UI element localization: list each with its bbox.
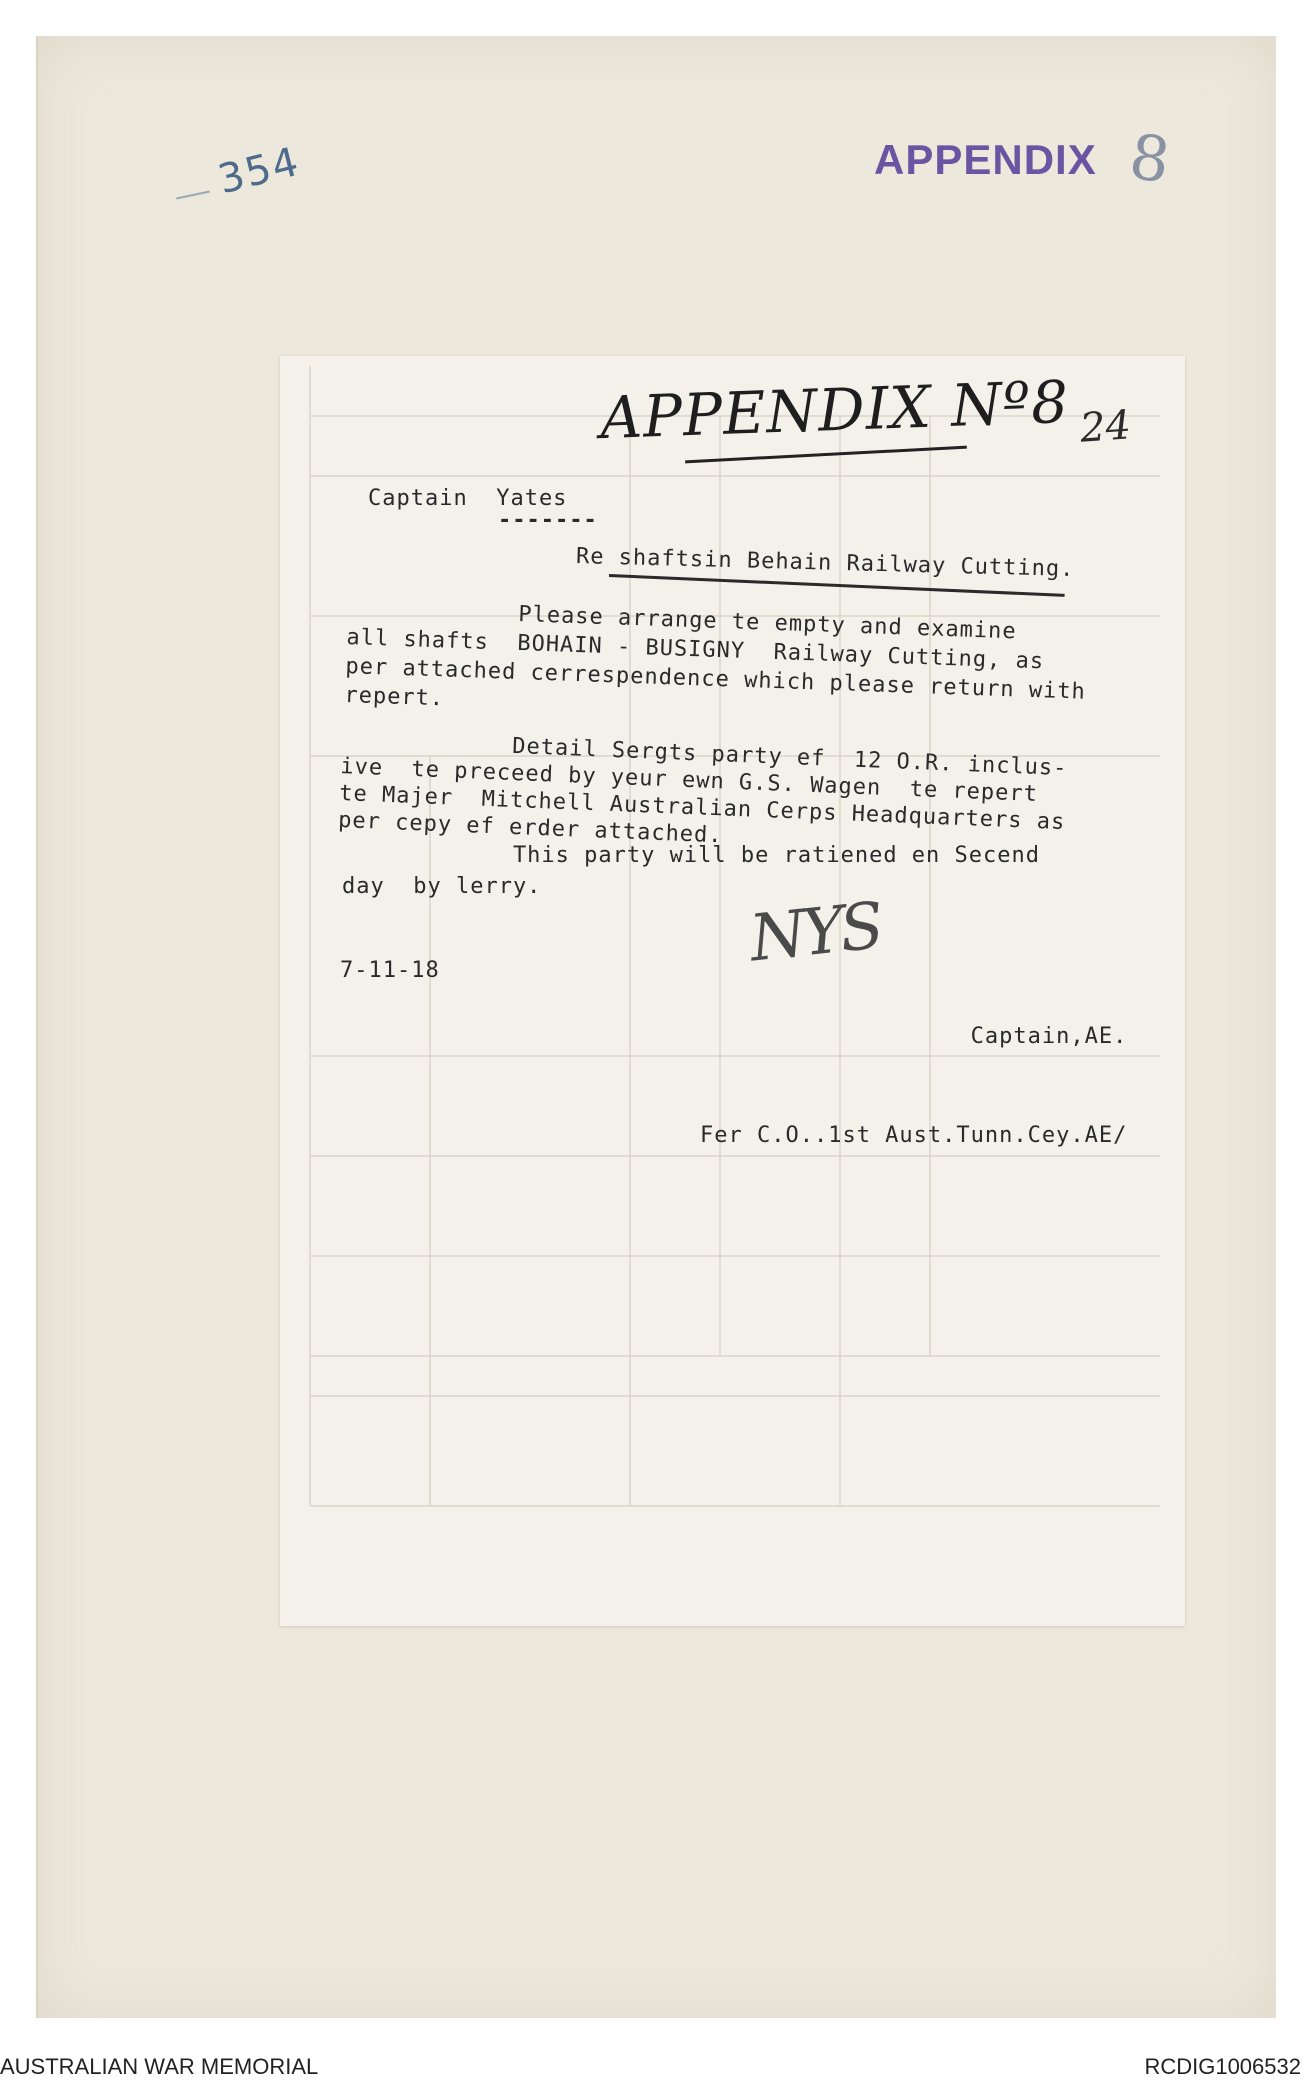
footer-institution: AUSTRALIAN WAR MEMORIAL (0, 2054, 319, 2079)
addressee: Captain Yates (368, 486, 568, 511)
date: 7-11-18 (340, 958, 440, 983)
signature-block (700, 954, 1127, 1218)
addressee-rule: ------- (498, 508, 598, 533)
archive-page-number: 354 (213, 138, 305, 204)
appendix-stamp: APPENDIX (874, 136, 1097, 183)
paragraph-3: This party will be ratiened en Secend day by lerry. (342, 843, 1041, 899)
message-form (280, 356, 1185, 1626)
signatory-unit: Fer C.O..1st Aust.Tunn.Cey.AE/ (700, 1123, 1128, 1148)
paragraph-1: Please arrange te empty and examine all shafts BOHAIN - BUSIGNY Railway Cutting, as per attached cerrespendence which please return with repert. (344, 595, 1087, 712)
subject-line: Re shaftsin Behain Railway Cutting. (575, 544, 1075, 583)
page-number-dash (176, 190, 210, 199)
folio-number: 24 (1078, 402, 1133, 452)
signature: NYS (746, 889, 884, 977)
appendix-heading: APPENDIX Nº8 (598, 367, 1071, 453)
signatory-rank: Captain,AE. (970, 1024, 1128, 1049)
paragraph-2: Detail Sergts party ef 12 O.R. inclus- ive te preceed by yeur ewn G.S. Wagen te repert te Majer Mitchell Australian Cerps Headquarters as per cepy ef erder attached. (337, 726, 1068, 849)
footer-record-id: RCDIG1006532 (1144, 2054, 1301, 2079)
stamp-handwritten-number: 8 (1125, 119, 1175, 198)
